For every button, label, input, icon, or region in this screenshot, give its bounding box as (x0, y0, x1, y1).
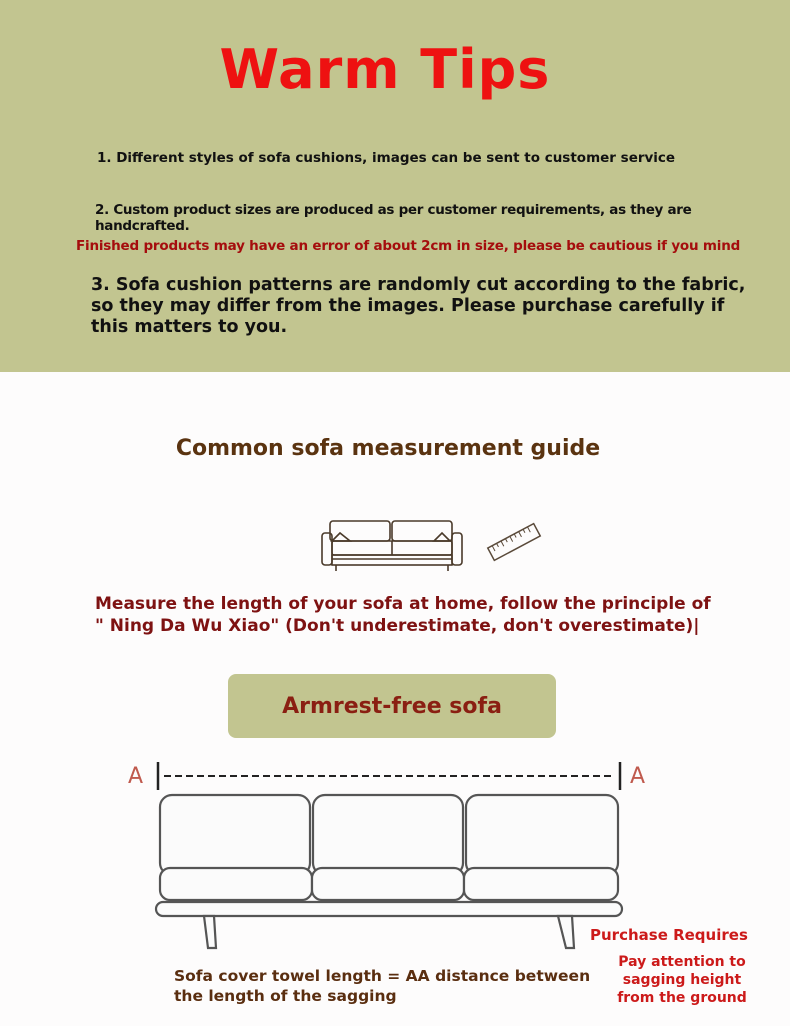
seat-cushion-middle (312, 868, 464, 900)
back-cushion-left (160, 795, 310, 875)
warm-tips-title: Warm Tips (219, 38, 551, 101)
armrest-free-sofa-button[interactable]: Armrest-free sofa (228, 674, 556, 738)
dimension-line (158, 762, 620, 790)
guide-title: Common sofa measurement guide (175, 436, 601, 461)
back-cushion-right (466, 795, 618, 875)
sofa-icon (318, 515, 466, 573)
seat-cushion-right (464, 868, 618, 900)
sagging-height-note: Pay attention to sagging height from the ground (617, 954, 747, 1006)
back-cushion-middle (313, 795, 463, 875)
sofa-leg-left (204, 916, 216, 948)
tip-3: 3. Sofa cushion patterns are randomly cut according to the fabric, so they may differ from the images. Please purchase carefully if this matters to you. (91, 275, 746, 337)
dimension-label-right: A (630, 764, 646, 789)
purchase-requires-label: Purchase Requires (590, 926, 748, 944)
tip-2: 2. Custom product sizes are produced as per customer requirements, as they are handcrafted. (95, 202, 692, 234)
sofa-base (156, 902, 622, 916)
sofa-dimension-diagram (120, 750, 640, 955)
ruler-icon (484, 517, 544, 567)
warm-tips-section (0, 0, 790, 372)
sofa-leg-right (558, 916, 574, 948)
dimension-label-left: A (128, 764, 144, 789)
seat-cushion-left (160, 868, 312, 900)
cover-length-formula: Sofa cover towel length = AA distance between the length of the sagging (174, 967, 591, 1005)
size-error-note: Finished products may have an error of about 2cm in size, please be cautious if you mind (76, 238, 741, 254)
tip-1: 1. Different styles of sofa cushions, images can be sent to customer service (97, 150, 676, 166)
measure-instruction: Measure the length of your sofa at home, follow the principle of " Ning Da Wu Xiao" (Don't underestimate, don't overestimate)| (95, 594, 711, 636)
